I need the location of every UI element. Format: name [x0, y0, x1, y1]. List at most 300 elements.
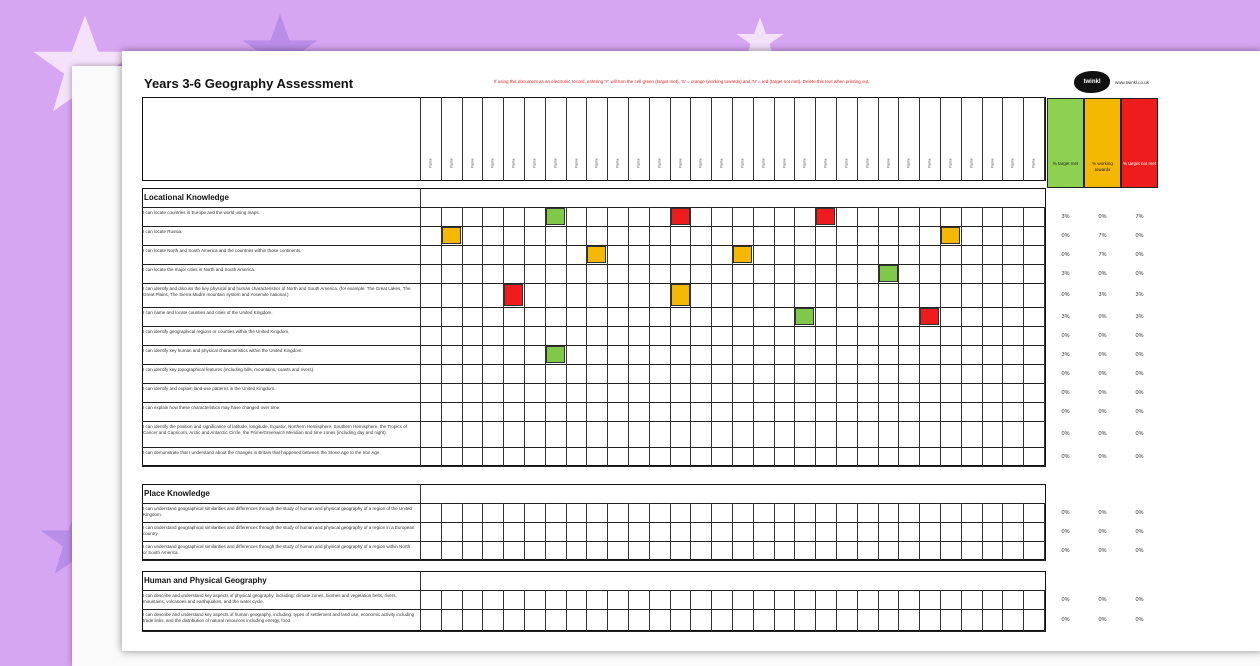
criterion-label: I can identify and explain land-use patterns in the United Kingdom. — [143, 386, 276, 391]
grid-cell-divider — [1023, 326, 1024, 345]
column-divider — [1023, 97, 1024, 181]
grid-cell-divider — [794, 283, 795, 307]
grid-cell-divider — [836, 522, 837, 541]
percentage-value: 0% — [1098, 453, 1107, 460]
grid-cell-divider — [670, 245, 671, 264]
percentage-value: 0% — [1061, 232, 1070, 239]
row-divider — [142, 226, 1046, 227]
grid-cell-divider — [836, 283, 837, 307]
grid-cell-divider — [607, 345, 608, 364]
percentage-value: 3% — [1061, 270, 1070, 277]
grid-cell-divider — [732, 541, 733, 560]
grid-cell-divider — [753, 264, 754, 283]
grid-cell-divider — [857, 245, 858, 264]
grid-cell-divider — [857, 421, 858, 447]
grid-cell-divider — [586, 207, 587, 226]
grid-cell-divider — [482, 245, 483, 264]
grid-cell-divider — [1044, 283, 1045, 307]
grid-cell-divider — [545, 503, 546, 522]
grid-cell-divider — [982, 364, 983, 383]
criterion-label: I can understand geographical similarities and differences through the study of human and physical geography of a region of the United Kingdom. — [143, 506, 412, 517]
grid-cell-divider — [711, 364, 712, 383]
grid-cell-divider — [690, 421, 691, 447]
grid-cell-divider — [878, 345, 879, 364]
percentage-value: 7% — [1098, 251, 1107, 258]
row-divider — [142, 541, 1046, 542]
grid-cell-divider — [940, 421, 941, 447]
grid-cell-divider — [649, 207, 650, 226]
pupil-name-header[interactable]: Name — [574, 158, 579, 168]
assessment-mark-orange[interactable] — [733, 246, 752, 263]
grid-cell-divider — [649, 402, 650, 421]
grid-cell-divider — [607, 207, 608, 226]
grid-cell-divider — [566, 421, 567, 447]
pupil-name-header[interactable]: Name — [886, 158, 891, 168]
grid-cell-divider — [940, 207, 941, 226]
grid-cell-divider — [524, 207, 525, 226]
grid-cell-divider — [753, 447, 754, 466]
grid-cell-divider — [774, 541, 775, 560]
grid-cell-divider — [794, 226, 795, 245]
grid-cell-divider — [586, 503, 587, 522]
grid-cell-divider — [670, 421, 671, 447]
grid-cell-divider — [607, 421, 608, 447]
grid-cell-divider — [1044, 522, 1045, 541]
pupil-name-header[interactable]: Name — [990, 158, 995, 168]
grid-cell-divider — [524, 590, 525, 609]
criterion-label: I can identify and discuss the key physical and human characteristics of North and South America, (for example: The Great Lakes, The Great Plains, The Sierra Madre mountain system and Yosemite national.) — [143, 286, 411, 297]
grid-cell-divider — [753, 522, 754, 541]
grid-cell-divider — [732, 447, 733, 466]
grid-cell-divider — [441, 590, 442, 609]
percentage-value: 0% — [1098, 596, 1107, 603]
grid-cell-divider — [836, 264, 837, 283]
assessment-mark-red[interactable] — [504, 284, 523, 306]
grid-cell-divider — [670, 541, 671, 560]
criterion-label: I can demonstrate that I understand about the changes in Britain that happened between the Stone Age to the Iron Age. — [143, 450, 381, 455]
usage-notice: If using this document as an electronic record, entering 'Y' will turn the cell green (target met), 'S' = orange (working towards) and 'N' = red (target not met). Delete this text when printing out. — [494, 79, 870, 84]
grid-cell-divider — [690, 226, 691, 245]
column-divider — [1002, 97, 1003, 181]
grid-cell-divider — [441, 541, 442, 560]
percentage-value: 0% — [1135, 332, 1144, 339]
grid-cell-divider — [441, 383, 442, 402]
grid-cell-divider — [503, 245, 504, 264]
grid-cell-divider — [982, 345, 983, 364]
grid-cell-divider — [670, 609, 671, 631]
percentage-value: 0% — [1061, 617, 1070, 623]
grid-cell-divider — [961, 264, 962, 283]
grid-cell-divider — [628, 421, 629, 447]
grid-cell-divider — [919, 383, 920, 402]
grid-cell-divider — [711, 609, 712, 631]
percentage-value: 0% — [1098, 332, 1107, 339]
pupil-name-header[interactable]: Name — [449, 158, 454, 168]
grid-cell-divider — [566, 307, 567, 326]
pupil-name-header[interactable]: Name — [428, 158, 433, 168]
grid-cell-divider — [774, 326, 775, 345]
assessment-mark-red[interactable] — [920, 308, 939, 325]
grid-cell-divider — [898, 522, 899, 541]
pupil-name-header[interactable]: Name — [532, 158, 537, 168]
grid-cell-divider — [1023, 447, 1024, 466]
row-divider — [142, 447, 1046, 448]
grid-cell-divider — [586, 590, 587, 609]
pupil-name-header[interactable]: Name — [948, 158, 953, 168]
criterion-label: I can locate North and South America and the countries within those continents. — [143, 248, 302, 253]
grid-cell-divider — [462, 402, 463, 421]
grid-cell-divider — [670, 345, 671, 364]
grid-cell-divider — [628, 383, 629, 402]
grid-cell-divider — [982, 421, 983, 447]
grid-cell-divider — [753, 503, 754, 522]
grid-cell-divider — [670, 503, 671, 522]
grid-cell-divider — [503, 447, 504, 466]
grid-cell-divider — [815, 226, 816, 245]
row-divider — [142, 421, 1046, 422]
grid-cell-divider — [649, 590, 650, 609]
grid-cell-divider — [794, 326, 795, 345]
grid-cell-divider — [961, 283, 962, 307]
pupil-name-header[interactable]: Name — [907, 158, 912, 168]
grid-cell-divider — [1044, 345, 1045, 364]
grid-cell-divider — [482, 207, 483, 226]
grid-cell-divider — [607, 226, 608, 245]
grid-cell-divider — [753, 307, 754, 326]
grid-cell-divider — [545, 421, 546, 447]
pupil-name-header[interactable]: Name — [636, 158, 641, 168]
grid-cell-divider — [836, 226, 837, 245]
grid-cell-divider — [815, 421, 816, 447]
grid-cell-divider — [732, 226, 733, 245]
grid-cell-divider — [857, 307, 858, 326]
grid-cell-divider — [649, 609, 650, 631]
grid-cell-divider — [545, 307, 546, 326]
assessment-mark-orange[interactable] — [587, 246, 606, 263]
pupil-name-header[interactable]: Name — [740, 158, 745, 168]
grid-cell-divider — [670, 364, 671, 383]
grid-cell-divider — [919, 264, 920, 283]
percentage-value: 3% — [1061, 213, 1070, 220]
grid-cell-divider — [628, 226, 629, 245]
grid-cell-divider — [524, 522, 525, 541]
grid-cell-divider — [462, 345, 463, 364]
grid-cell-divider — [732, 283, 733, 307]
pupil-name-header[interactable]: Name — [491, 158, 496, 168]
grid-cell-divider — [566, 207, 567, 226]
row-divider — [142, 364, 1046, 365]
pupil-name-header[interactable]: Name — [782, 158, 787, 168]
grid-cell-divider — [607, 364, 608, 383]
grid-cell-divider — [441, 326, 442, 345]
grid-cell-divider — [711, 245, 712, 264]
grid-cell-divider — [857, 590, 858, 609]
key-swatch — [1047, 98, 1084, 188]
grid-cell-divider — [586, 541, 587, 560]
grid-cell-divider — [503, 421, 504, 447]
grid-cell-divider — [961, 541, 962, 560]
pupil-name-header[interactable]: Name — [511, 158, 516, 168]
grid-cell-divider — [462, 590, 463, 609]
percentage-value: 0% — [1098, 509, 1107, 516]
grid-cell-divider — [1023, 383, 1024, 402]
grid-cell-divider — [524, 364, 525, 383]
grid-cell-divider — [774, 609, 775, 631]
grid-cell-divider — [919, 245, 920, 264]
grid-cell-divider — [1044, 264, 1045, 283]
grid-cell-divider — [670, 383, 671, 402]
assessment-mark-red[interactable] — [816, 208, 835, 225]
grid-cell-divider — [1002, 383, 1003, 402]
grid-cell-divider — [857, 364, 858, 383]
grid-cell-divider — [919, 590, 920, 609]
grid-cell-divider — [711, 541, 712, 560]
row-divider — [142, 264, 1046, 265]
percentage-value: 0% — [1061, 408, 1070, 415]
grid-cell-divider — [753, 590, 754, 609]
grid-cell-divider — [898, 245, 899, 264]
grid-cell-divider — [774, 307, 775, 326]
grid-cell-divider — [545, 609, 546, 631]
grid-cell-divider — [670, 522, 671, 541]
grid-cell-divider — [794, 345, 795, 364]
grid-cell-divider — [670, 226, 671, 245]
pupil-name-header[interactable]: Name — [803, 158, 808, 168]
percentage-value: 3% — [1061, 313, 1070, 320]
pupil-name-header[interactable]: Name — [761, 158, 766, 168]
percentage-value: 0% — [1135, 617, 1144, 623]
grid-cell-divider — [857, 383, 858, 402]
percentage-value: 0% — [1098, 408, 1107, 415]
assessment-mark-orange[interactable] — [442, 227, 461, 244]
grid-cell-divider — [982, 307, 983, 326]
grid-cell-divider — [774, 402, 775, 421]
percentage-value: 0% — [1061, 332, 1070, 339]
pupil-name-header[interactable]: Name — [927, 158, 932, 168]
grid-cell-divider — [878, 226, 879, 245]
grid-cell-divider — [982, 264, 983, 283]
grid-cell-divider — [732, 421, 733, 447]
grid-cell-divider — [670, 447, 671, 466]
grid-cell-divider — [670, 402, 671, 421]
percentage-value: 0% — [1135, 232, 1144, 239]
pupil-name-header[interactable]: Name — [678, 158, 683, 168]
grid-cell-divider — [919, 326, 920, 345]
grid-cell-divider — [441, 402, 442, 421]
grid-cell-divider — [982, 383, 983, 402]
grid-cell-divider — [607, 245, 608, 264]
percentage-value: 0% — [1135, 408, 1144, 415]
grid-cell-divider — [524, 226, 525, 245]
grid-cell-divider — [1044, 421, 1045, 447]
criterion-label: I can describe and understand key aspects of human geography, including: types of settlement and land use, economic activity including trade links, and the distribution of natural resources including energy, food. — [143, 612, 415, 623]
grid-cell-divider — [1002, 245, 1003, 264]
grid-cell-divider — [482, 609, 483, 631]
pupil-name-header[interactable]: Name — [657, 158, 662, 168]
criterion-label: I can understand geographical similarities and differences through the study of human and physical geography of a region within North or South America. — [143, 544, 411, 555]
grid-cell-divider — [774, 447, 775, 466]
grid-cell-divider — [815, 402, 816, 421]
grid-cell-divider — [836, 609, 837, 631]
grid-cell-divider — [836, 326, 837, 345]
grid-cell-divider — [878, 326, 879, 345]
grid-cell-divider — [940, 447, 941, 466]
grid-cell-divider — [545, 402, 546, 421]
grid-cell-divider — [462, 522, 463, 541]
grid-cell-divider — [815, 590, 816, 609]
pupil-name-header[interactable]: Name — [719, 158, 724, 168]
pupil-name-header[interactable]: Name — [823, 158, 828, 168]
pupil-name-header[interactable]: Name — [595, 158, 600, 168]
assessment-mark-green[interactable] — [879, 265, 898, 282]
grid-cell-divider — [732, 522, 733, 541]
pupil-name-header[interactable]: Name — [1011, 158, 1016, 168]
grid-cell-divider — [940, 264, 941, 283]
grid-cell-divider — [628, 522, 629, 541]
percentage-value: 0% — [1135, 453, 1144, 460]
grid-cell-divider — [524, 609, 525, 631]
assessment-mark-green[interactable] — [546, 208, 565, 225]
grid-cell-divider — [774, 283, 775, 307]
percentage-value: 0% — [1098, 617, 1107, 623]
grid-cell-divider — [503, 364, 504, 383]
key-label: % target met — [1052, 161, 1079, 166]
assessment-mark-red[interactable] — [671, 208, 690, 225]
grid-cell-divider — [982, 590, 983, 609]
grid-cell-divider — [898, 364, 899, 383]
grid-cell-divider — [940, 307, 941, 326]
grid-cell-divider — [503, 609, 504, 631]
row-divider — [142, 631, 1046, 632]
grid-cell-divider — [503, 541, 504, 560]
grid-cell-divider — [940, 541, 941, 560]
pupil-name-header[interactable]: Name — [844, 158, 849, 168]
assessment-mark-orange[interactable] — [671, 284, 690, 306]
grid-cell-divider — [545, 326, 546, 345]
grid-cell-divider — [441, 503, 442, 522]
grid-cell-divider — [649, 421, 650, 447]
grid-cell-divider — [794, 364, 795, 383]
grid-cell-divider — [524, 307, 525, 326]
grid-cell-divider — [462, 364, 463, 383]
grid-cell-divider — [753, 421, 754, 447]
grid-cell-divider — [545, 447, 546, 466]
grid-cell-divider — [607, 609, 608, 631]
column-divider — [711, 97, 712, 181]
pupil-name-header[interactable]: Name — [699, 158, 704, 168]
grid-cell-divider — [690, 364, 691, 383]
grid-cell-divider — [524, 326, 525, 345]
grid-cell-divider — [961, 345, 962, 364]
grid-cell-divider — [545, 226, 546, 245]
grid-cell-divider — [836, 245, 837, 264]
grid-cell-divider — [524, 447, 525, 466]
pupil-name-header[interactable]: Name — [969, 158, 974, 168]
assessment-mark-green[interactable] — [795, 308, 814, 325]
column-divider — [545, 97, 546, 181]
grid-cell-divider — [732, 383, 733, 402]
assessment-mark-green[interactable] — [546, 346, 565, 363]
grid-cell-divider — [566, 264, 567, 283]
grid-cell-divider — [1044, 541, 1045, 560]
grid-cell-divider — [940, 522, 941, 541]
grid-cell-divider — [711, 402, 712, 421]
section-title: Place Knowledge — [144, 489, 210, 498]
grid-cell-divider — [482, 522, 483, 541]
grid-cell-divider — [503, 383, 504, 402]
grid-cell-divider — [482, 421, 483, 447]
grid-cell-divider — [815, 609, 816, 631]
grid-cell-divider — [545, 245, 546, 264]
grid-cell-divider — [690, 383, 691, 402]
grid-cell-divider — [441, 245, 442, 264]
pupil-name-header[interactable]: Name — [1031, 158, 1036, 168]
grid-cell-divider — [878, 402, 879, 421]
grid-cell-divider — [441, 421, 442, 447]
grid-cell-divider — [753, 541, 754, 560]
pupil-name-header[interactable]: Name — [553, 158, 558, 168]
percentage-value: 0% — [1061, 528, 1070, 535]
grid-cell-divider — [690, 447, 691, 466]
grid-cell-divider — [566, 447, 567, 466]
grid-cell-divider — [462, 326, 463, 345]
column-divider — [524, 97, 525, 181]
pupil-name-header[interactable]: Name — [470, 158, 475, 168]
pupil-name-header[interactable]: Name — [615, 158, 620, 168]
grid-cell-divider — [753, 364, 754, 383]
pupil-name-header[interactable]: Name — [865, 158, 870, 168]
grid-cell-divider — [1023, 264, 1024, 283]
column-divider — [732, 97, 733, 181]
grid-cell-divider — [940, 326, 941, 345]
column-divider — [753, 97, 754, 181]
grid-cell-divider — [940, 590, 941, 609]
grid-cell-divider — [503, 503, 504, 522]
grid-cell-divider — [836, 421, 837, 447]
criterion-label: I can understand geographical similarities and differences through the study of human and physical geography of a region in a European country. — [143, 525, 415, 536]
grid-cell-divider — [1044, 590, 1045, 609]
column-divider — [878, 97, 879, 181]
grid-cell-divider — [711, 590, 712, 609]
grid-cell-divider — [794, 590, 795, 609]
assessment-mark-orange[interactable] — [941, 227, 960, 244]
grid-cell-divider — [836, 447, 837, 466]
grid-cell-divider — [836, 345, 837, 364]
percentage-value: 3% — [1098, 292, 1107, 298]
grid-cell-divider — [524, 245, 525, 264]
grid-cell-divider — [857, 345, 858, 364]
grid-cell-divider — [566, 522, 567, 541]
percentage-value: 0% — [1061, 547, 1070, 554]
grid-cell-divider — [628, 447, 629, 466]
grid-cell-divider — [482, 447, 483, 466]
grid-cell-divider — [711, 326, 712, 345]
grid-cell-divider — [794, 503, 795, 522]
grid-cell-divider — [566, 226, 567, 245]
grid-cell-divider — [503, 207, 504, 226]
row-divider — [142, 560, 1046, 561]
percentage-value: 0% — [1061, 251, 1070, 258]
grid-cell-divider — [649, 383, 650, 402]
grid-cell-divider — [836, 364, 837, 383]
grid-cell-divider — [1023, 364, 1024, 383]
grid-cell-divider — [878, 609, 879, 631]
grid-cell-divider — [503, 522, 504, 541]
percentage-value: 0% — [1098, 370, 1107, 377]
grid-cell-divider — [836, 207, 837, 226]
grid-cell-divider — [878, 307, 879, 326]
grid-cell-divider — [753, 383, 754, 402]
